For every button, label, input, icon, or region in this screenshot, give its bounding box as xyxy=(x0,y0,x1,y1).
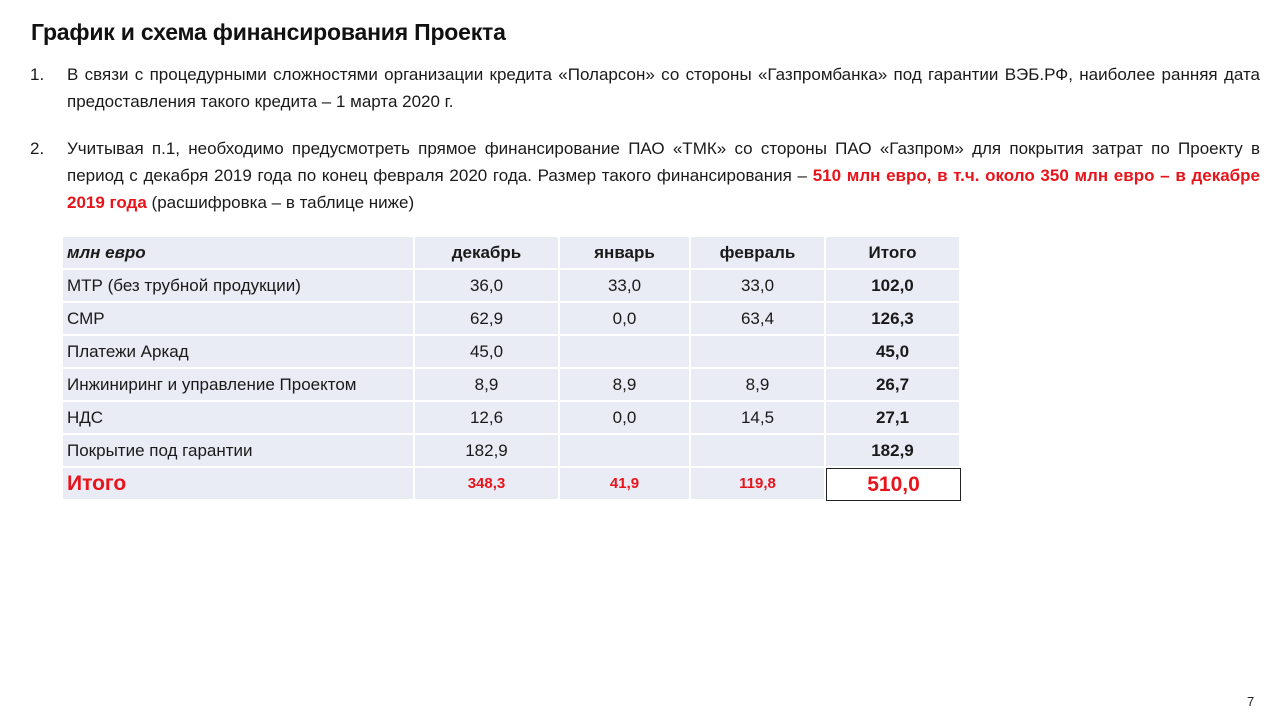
cell-february: 33,0 xyxy=(691,270,826,303)
total-february: 119,8 xyxy=(691,468,826,501)
row-label: НДС xyxy=(63,402,415,435)
cell-total: 102,0 xyxy=(826,270,961,303)
financing-table xyxy=(63,237,961,501)
row-label: СМР xyxy=(63,303,415,336)
cell-february: 63,4 xyxy=(691,303,826,336)
paragraph-2-text-tail: (расшифровка – в таблице ниже) xyxy=(146,193,415,212)
cell-january: 33,0 xyxy=(560,270,691,303)
cell-january xyxy=(560,336,691,369)
cell-january: 0,0 xyxy=(560,402,691,435)
header-unit: млн евро xyxy=(63,237,415,270)
cell-total: 126,3 xyxy=(826,303,961,336)
cell-february: 8,9 xyxy=(691,369,826,402)
total-row-label: Итого xyxy=(63,468,415,501)
page-title: График и схема финансирования Проекта xyxy=(31,19,506,45)
table-row xyxy=(63,270,961,303)
cell-january: 8,9 xyxy=(560,369,691,402)
cell-total: 27,1 xyxy=(826,402,961,435)
table-row xyxy=(63,402,961,435)
cell-december: 62,9 xyxy=(415,303,560,336)
cell-total: 182,9 xyxy=(826,435,961,468)
cell-total: 26,7 xyxy=(826,369,961,402)
table-header-row xyxy=(63,237,961,270)
table-row xyxy=(63,336,961,369)
header-december: декабрь xyxy=(415,237,560,270)
cell-january: 0,0 xyxy=(560,303,691,336)
paragraph-2-highlight: 510 млн евро, в т.ч. около 350 млн евро – в декабре 2019 года xyxy=(67,166,1261,212)
cell-december: 45,0 xyxy=(415,336,560,369)
cell-february xyxy=(691,336,826,369)
row-label: МТР (без трубной продукции) xyxy=(63,270,415,303)
table-row xyxy=(63,369,961,402)
header-february: февраль xyxy=(691,237,826,270)
table-row xyxy=(63,303,961,336)
row-label: Инжиниринг и управление Проектом xyxy=(63,369,415,402)
row-label: Покрытие под гарантии xyxy=(63,435,415,468)
page-number: 7 xyxy=(1247,694,1255,709)
table-row xyxy=(63,435,961,468)
cell-december: 182,9 xyxy=(415,435,560,468)
header-january: январь xyxy=(560,237,691,270)
cell-total: 45,0 xyxy=(826,336,961,369)
total-december: 348,3 xyxy=(415,468,560,501)
cell-february: 14,5 xyxy=(691,402,826,435)
total-january: 41,9 xyxy=(560,468,691,501)
cell-january xyxy=(560,435,691,468)
paragraph-2 xyxy=(30,135,1260,216)
paragraph-2-text xyxy=(67,135,1260,216)
grand-total: 510,0 xyxy=(826,468,961,501)
paragraph-2-number: 2. xyxy=(30,139,45,158)
row-label: Платежи Аркад xyxy=(63,336,415,369)
header-total: Итого xyxy=(826,237,961,270)
paragraph-1 xyxy=(30,61,1260,115)
cell-december: 12,6 xyxy=(415,402,560,435)
paragraph-1-text: В связи с процедурными сложностями организации кредита «Поларсон» со стороны «Газпромбанка» под гарантии ВЭБ.РФ, наиболее ранняя дата предоставления такого кредита – 1 марта 2020 г. xyxy=(67,65,1260,111)
cell-february xyxy=(691,435,826,468)
cell-december: 8,9 xyxy=(415,369,560,402)
paragraph-1-number: 1. xyxy=(30,65,45,84)
paragraph-2-text-main: Учитывая п.1, необходимо предусмотреть прямое финансирование ПАО «ТМК» со стороны ПАО «Газпром» для покрытия затрат по Проекту в период с декабря 2019 года по конец февраля 2020 года. Размер такого финансирования – xyxy=(67,139,1260,185)
table-total-row xyxy=(63,468,961,501)
cell-december: 36,0 xyxy=(415,270,560,303)
